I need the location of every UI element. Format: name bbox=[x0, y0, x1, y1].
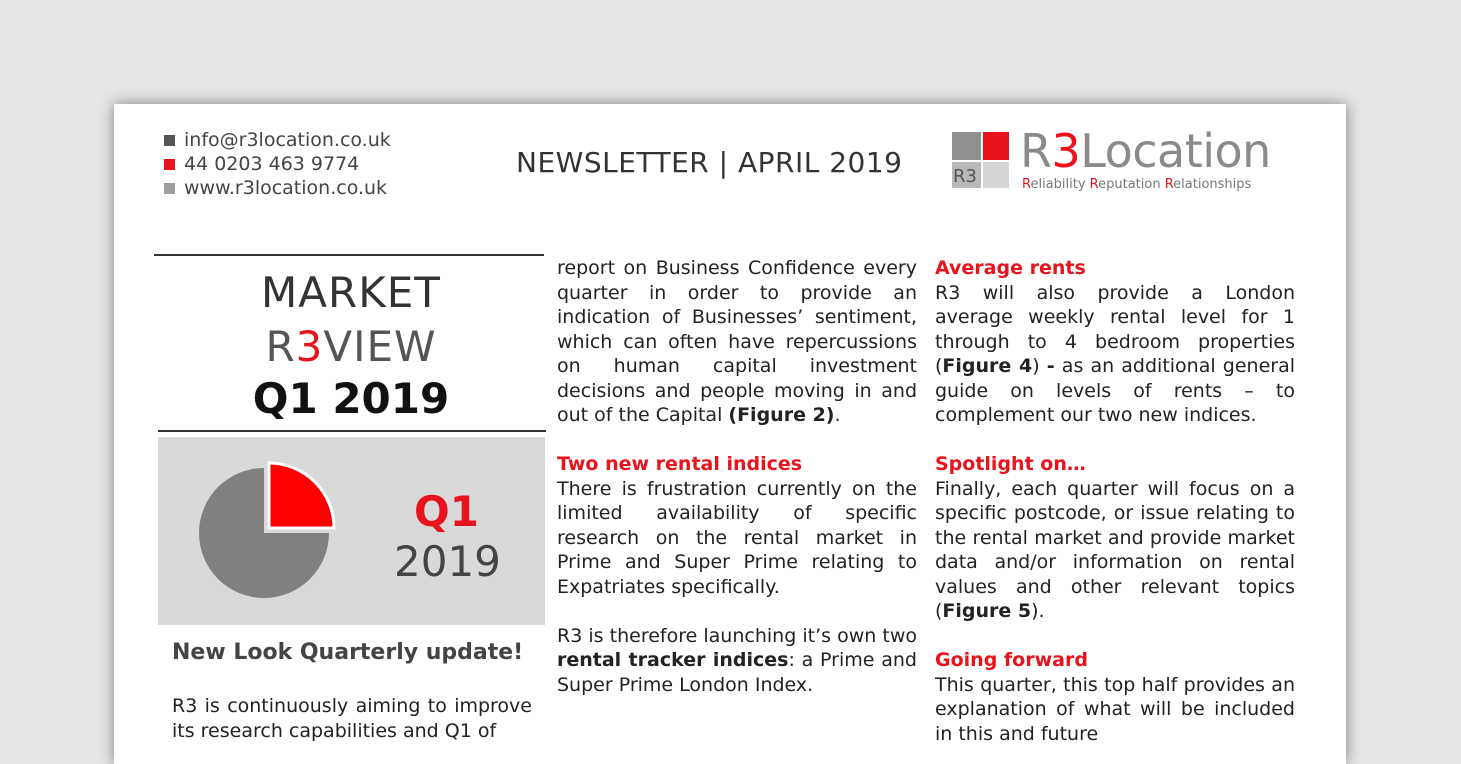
bullet-square-icon bbox=[164, 159, 175, 170]
logo-mark-text: R3 bbox=[953, 166, 977, 187]
divider-bottom bbox=[158, 430, 546, 432]
contact-phone[interactable] bbox=[164, 152, 391, 176]
article-column-2 bbox=[557, 256, 917, 697]
logo-square bbox=[983, 162, 1009, 188]
market-review-quarter: Q1 2019 bbox=[252, 374, 450, 423]
intro-text: R3 is continuously aiming to improve its research capabilities and Q1 of bbox=[172, 695, 532, 742]
heading-going-forward: Going forward bbox=[935, 649, 1088, 671]
contact-website-text: www.r3location.co.uk bbox=[184, 177, 388, 199]
r3location-logo bbox=[952, 124, 1302, 194]
badge-quarter: Q1 bbox=[414, 487, 479, 536]
pie-slice-highlight bbox=[269, 463, 334, 528]
contact-email-text: info@r3location.co.uk bbox=[184, 129, 391, 151]
article-column-3 bbox=[935, 256, 1295, 746]
paragraph-tracker-indices: R3 is therefore launching it’s own two rental tracker indices: a Prime and Super Prime London Index. bbox=[557, 624, 917, 696]
newsletter-title: NEWSLETTER | APRIL 2019 bbox=[516, 146, 903, 179]
paragraph-spotlight: Finally, each quarter will focus on a specific postcode, or issue relating to the rental market and provide market data and/or information on rental values and other relevant topics (Figure 5). bbox=[935, 477, 1295, 622]
logo-brand-name: R3Location bbox=[1020, 124, 1271, 178]
contact-phone-text: 44 0203 463 9774 bbox=[184, 153, 360, 175]
logo-tagline: Reliability Reputation Relationships bbox=[1022, 177, 1252, 192]
paragraph-rental-frustration: There is frustration currently on the limited availability of specific research on the rental market in Prime and Super Prime relating to Expatriates specifically. bbox=[557, 477, 917, 598]
heading-rental-indices: Two new rental indices bbox=[557, 453, 803, 475]
contact-website[interactable] bbox=[164, 176, 391, 200]
market-review-line1: MARKET bbox=[261, 268, 441, 317]
logo-square bbox=[983, 132, 1009, 160]
contact-block bbox=[164, 128, 391, 200]
market-review-line2: R3VIEW bbox=[265, 322, 437, 371]
heading-average-rents: Average rents bbox=[935, 257, 1086, 279]
heading-spotlight: Spotlight on… bbox=[935, 453, 1086, 475]
intro-heading: New Look Quarterly update! bbox=[172, 640, 524, 665]
badge-year: 2019 bbox=[394, 537, 501, 586]
quarter-pie-chart bbox=[198, 461, 338, 601]
divider-top bbox=[154, 254, 544, 256]
paragraph-average-rents: R3 will also provide a London average weekly rental level for 1 through to 4 bedroom properties (Figure 4) - as an additional general guide on levels of rents – to complement our two new indices. bbox=[935, 281, 1295, 426]
bullet-square-icon bbox=[164, 183, 175, 194]
paragraph-going-forward: This quarter, this top half provides an explanation of what will be included in this and future bbox=[935, 673, 1295, 745]
newsletter-page bbox=[114, 104, 1346, 764]
contact-email[interactable] bbox=[164, 128, 391, 152]
logo-square bbox=[952, 132, 981, 160]
bullet-square-icon bbox=[164, 135, 175, 146]
paragraph-business-confidence: report on Business Confidence every quarter in order to provide an indication of Businesses’ sentiment, which can often have repercussions on human capital investment decisions and people moving in and out of the Capital (Figure 2). bbox=[557, 257, 917, 426]
quarter-badge-box bbox=[158, 437, 545, 625]
